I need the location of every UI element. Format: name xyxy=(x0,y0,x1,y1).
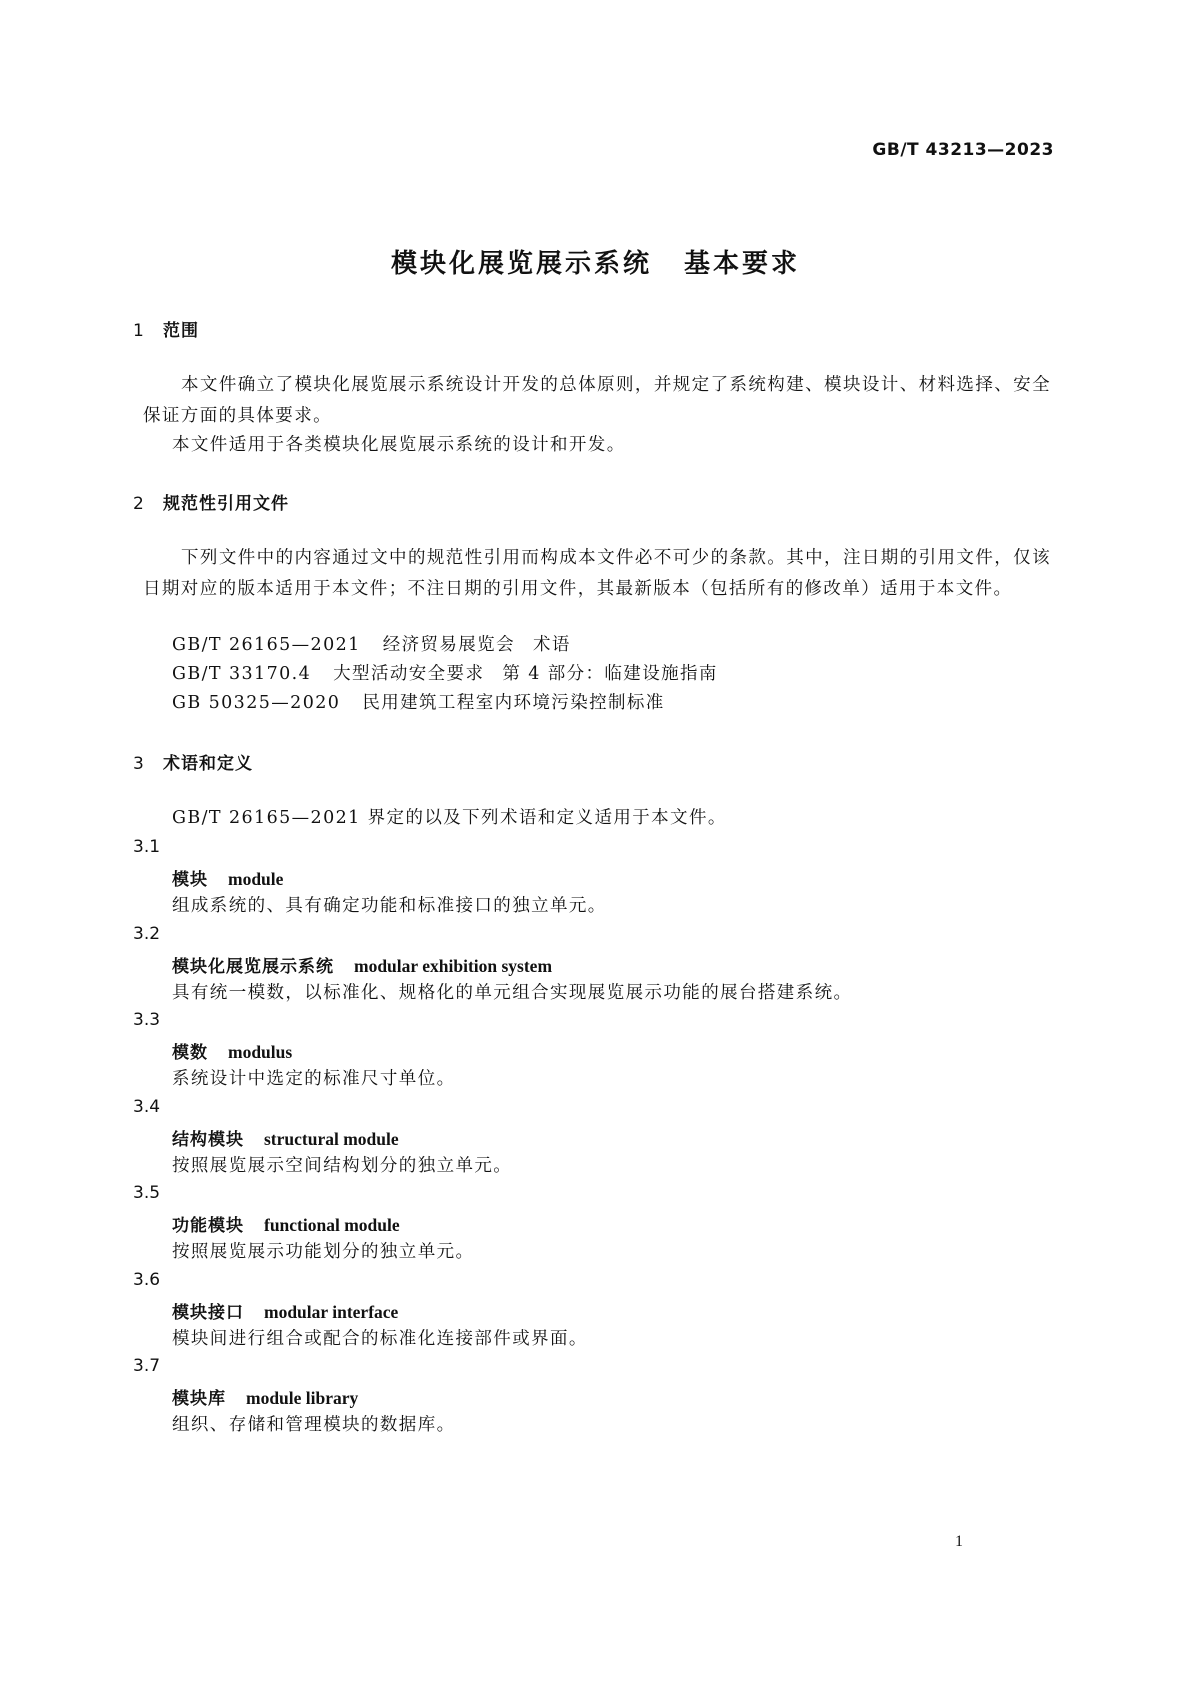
term-zh: 模块接口 xyxy=(172,1303,244,1323)
term-en: modular interface xyxy=(264,1302,399,1322)
term-title xyxy=(172,1298,398,1323)
page-number: 1 xyxy=(955,1533,963,1550)
term-zh: 功能模块 xyxy=(172,1216,244,1236)
term-en: modular exhibition system xyxy=(354,956,553,976)
term-zh: 模块化展览展示系统 xyxy=(172,957,334,977)
document-title xyxy=(0,243,1191,280)
reference-code: GB/T 33170.4 xyxy=(172,664,312,684)
term-definition: 组成系统的、具有确定功能和标准接口的独立单元。 xyxy=(172,896,607,916)
title-main: 模块化展览展示系统 xyxy=(390,249,652,279)
term-zh: 模块库 xyxy=(172,1389,226,1409)
term-en: module library xyxy=(246,1388,359,1408)
clause-number: 3.6 xyxy=(133,1270,161,1290)
reference-item xyxy=(172,659,718,690)
term-title xyxy=(172,1384,358,1409)
section-number: 1 xyxy=(133,321,145,341)
clause-number: 3.7 xyxy=(133,1356,161,1376)
section-1-heading xyxy=(133,316,199,341)
clause-number: 3.2 xyxy=(133,924,161,944)
term-en: functional module xyxy=(264,1215,400,1235)
term-definition: 模块间进行组合或配合的标准化连接部件或界面。 xyxy=(172,1329,588,1349)
section-title: 规范性引用文件 xyxy=(163,494,289,514)
reference-name-sub: 术语 xyxy=(533,635,571,655)
section-1-paragraph-1: 本文件确立了模块化展览展示系统设计开发的总体原则，并规定了系统构建、模块设计、材料选择、安全保证方面的具体要求。 xyxy=(143,375,1051,426)
term-definition: 按照展览展示空间结构划分的独立单元。 xyxy=(172,1156,513,1176)
term-en: module xyxy=(228,869,284,889)
reference-name: 民用建筑工程室内环境污染控制标准 xyxy=(362,693,665,713)
section-3-heading xyxy=(133,749,253,774)
term-title xyxy=(172,865,283,890)
term-title xyxy=(172,952,552,977)
term-title xyxy=(172,1211,400,1236)
section-1-paragraph-2: 本文件适用于各类模块化展览展示系统的设计和开发。 xyxy=(172,435,626,455)
section-title: 范围 xyxy=(163,321,199,341)
reference-item xyxy=(172,630,571,661)
reference-code: GB 50325—2020 xyxy=(172,693,341,713)
section-2-paragraph-1: 下列文件中的内容通过文中的规范性引用而构成本文件必不可少的条款。其中，注日期的引用文件，仅该日期对应的版本适用于本文件；不注日期的引用文件，其最新版本（包括所有的修改单）适用于本文件。 xyxy=(143,548,1051,599)
term-zh: 模数 xyxy=(172,1043,208,1063)
section-number: 3 xyxy=(133,754,145,774)
standard-code: GB/T 43213—2023 xyxy=(872,140,1054,160)
term-zh: 模块 xyxy=(172,870,208,890)
clause-number: 3.5 xyxy=(133,1183,161,1203)
term-en: modulus xyxy=(228,1042,293,1062)
section-2-heading xyxy=(133,489,289,514)
term-title xyxy=(172,1038,292,1063)
reference-code: GB/T 26165—2021 xyxy=(172,635,361,655)
section-number: 2 xyxy=(133,494,145,514)
reference-item xyxy=(172,688,665,719)
reference-name-sub: 第 4 部分：临建设施指南 xyxy=(502,664,718,684)
section-title: 术语和定义 xyxy=(163,754,253,774)
clause-number: 3.4 xyxy=(133,1097,161,1117)
term-definition: 系统设计中选定的标准尺寸单位。 xyxy=(172,1069,456,1089)
reference-name: 大型活动安全要求 xyxy=(333,664,485,684)
term-definition: 具有统一模数，以标准化、规格化的单元组合实现展览展示功能的展台搭建系统。 xyxy=(172,983,853,1003)
clause-number: 3.3 xyxy=(133,1010,161,1030)
title-sub: 基本要求 xyxy=(684,249,801,279)
term-title xyxy=(172,1125,399,1150)
term-zh: 结构模块 xyxy=(172,1130,244,1150)
clause-number: 3.1 xyxy=(133,837,161,857)
term-definition: 按照展览展示功能划分的独立单元。 xyxy=(172,1242,475,1262)
section-3-intro: GB/T 26165—2021 界定的以及下列术语和定义适用于本文件。 xyxy=(172,808,727,828)
term-en: structural module xyxy=(264,1129,399,1149)
term-definition: 组织、存储和管理模块的数据库。 xyxy=(172,1415,456,1435)
reference-name: 经济贸易展览会 xyxy=(382,635,515,655)
